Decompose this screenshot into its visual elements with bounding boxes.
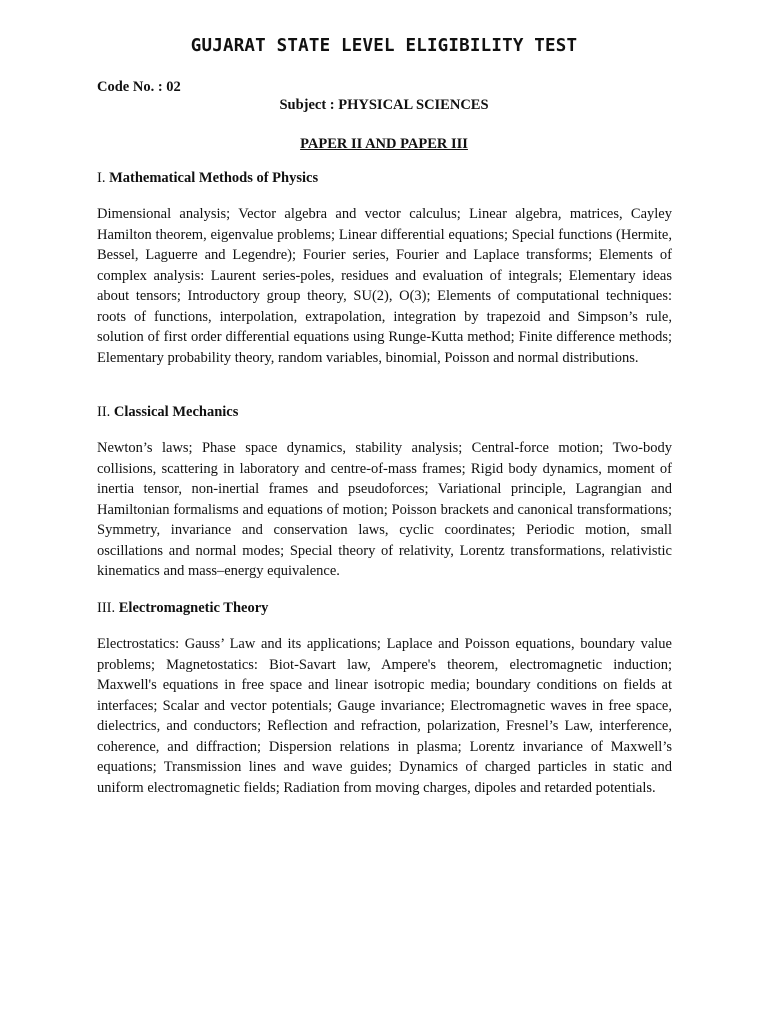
section-mathematical-methods (97, 168, 672, 368)
section-numeral: I. (97, 170, 106, 186)
section-body: Newton’s laws; Phase space dynamics, stability analysis; Central-force motion; Two-body collisions, scattering in laboratory and centre-of-mass frames; Rigid body dynamics, moment of inertia tensor, non-inertial frames and pseudoforces; Variational principle, Lagrangian and Hamiltonian formalisms and equations of motion; Poisson brackets and canonical transformations; Symmetry, invariance and conservation laws, cyclic coordinates; Periodic motion, small oscillations and normal modes; Special theory of relativity, Lorentz transformations, relativistic kinematics and mass–energy equivalence. (97, 440, 672, 579)
document-title: GUJARAT STATE LEVEL ELIGIBILITY TEST (190, 36, 578, 56)
section-title: Mathematical Methods of Physics (109, 170, 319, 186)
section-title: Electromagnetic Theory (118, 600, 269, 616)
section-heading (97, 598, 672, 618)
section-electromagnetic-theory (97, 598, 672, 798)
section-numeral: III. (97, 600, 116, 616)
section-classical-mechanics (97, 402, 672, 582)
subject-line: Subject : PHYSICAL SCIENCES (279, 97, 489, 113)
code-number: Code No. : 02 (97, 79, 181, 95)
section-title: Classical Mechanics (113, 404, 239, 420)
section-heading (97, 168, 672, 188)
paper-heading: PAPER II AND PAPER III (300, 136, 468, 152)
section-body: Electrostatics: Gauss’ Law and its applications; Laplace and Poisson equations, boundary value problems; Magnetostatics: Biot-Savart law, Ampere's theorem, electromagnetic induction; Maxwell's equations in free space and linear isotropic media; boundary conditions on fields at interfaces; Scalar and vector potentials; Gauge invariance; Electromagnetic waves in free space, dielectrics, and conductors; Reflection and refraction, polarization, Fresnel’s Law, interference, coherence, and diffraction; Dispersion relations in plasma; Lorentz invariance of Maxwell’s equations; Transmission lines and wave guides; Dynamics of charged particles in static and uniform electromagnetic fields; Radiation from moving charges, dipoles and retarded potentials. (97, 636, 672, 796)
section-body: Dimensional analysis; Vector algebra and vector calculus; Linear algebra, matrices, Cayley Hamilton theorem, eigenvalue problems; Linear differential equations; Special functions (Hermite, Bessel, Laguerre and Legendre); Fourier series, Fourier and Laplace transforms; Elements of complex analysis: Laurent series-poles, residues and evaluation of integrals; Elementary ideas about tensors; Introductory group theory, SU(2), O(3); Elements of computational techniques: roots of functions, interpolation, extrapolation, integration by trapezoid and Simpson’s rule, solution of first order differential equations using Runge-Kutta method; Finite difference methods; Elementary probability theory, random variables, binomial, Poisson and normal distributions. (97, 206, 672, 366)
section-numeral: II. (97, 404, 111, 420)
section-heading (97, 402, 672, 422)
